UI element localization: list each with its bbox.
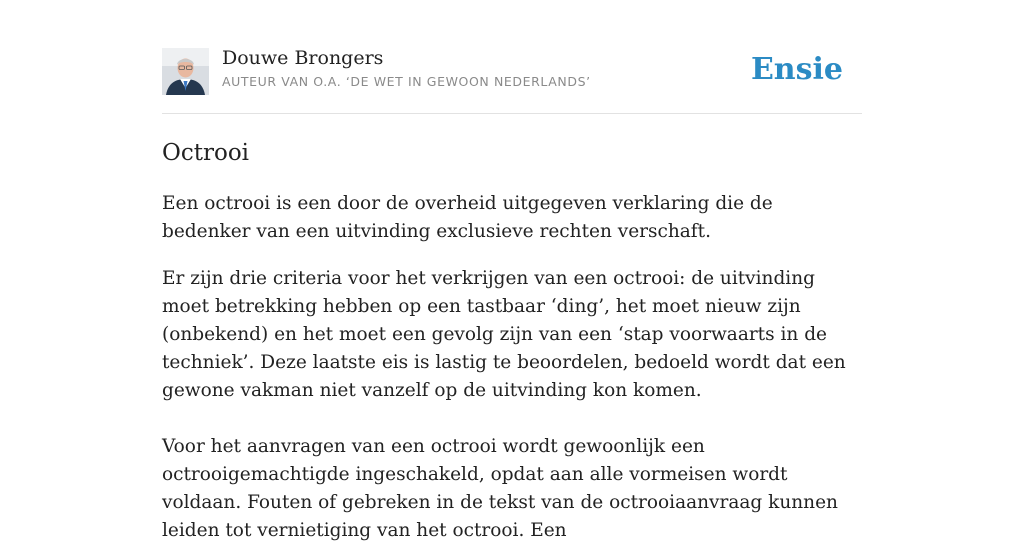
paragraph-definition: Een octrooi is een door de overheid uitgegeven verklaring die de bedenker van een uitvinding exclusieve rechten verschaft. [162, 193, 773, 242]
paragraph-spacer [162, 405, 862, 433]
article-body [162, 190, 862, 545]
paragraph-criteria: Er zijn drie criteria voor het verkrijgen van een octrooi: de uitvinding moet betrekking hebben op een tastbaar ‘ding’, het moet nieuw zijn (onbekend) en het moet een gevolg zijn van een ‘stap voorwaarts in de techniek’. Deze laatste eis is lastig te beoordelen, bedoeld wordt dat een gewone vakman niet vanzelf op de uitvinding kon komen. [162, 268, 846, 401]
author-header [162, 0, 862, 114]
ensie-logo[interactable]: Ensie [750, 52, 843, 87]
author-name[interactable]: Douwe Brongers [222, 47, 384, 69]
avatar-image [162, 48, 209, 95]
paragraph-application: Voor het aanvragen van een octrooi wordt gewoonlijk een octrooigemachtigde ingeschakeld, opdat aan alle vormeisen wordt voldaan. Fouten of gebreken in de tekst van de octrooiaanvraag kunnen leiden tot vernietiging van het octrooi. Een [162, 436, 838, 541]
author-avatar[interactable] [162, 48, 209, 95]
article-title: Octrooi [162, 140, 250, 166]
author-subtitle: AUTEUR VAN O.A. ‘DE WET IN GEWOON NEDERLANDS’ [222, 74, 591, 89]
page [162, 0, 862, 541]
